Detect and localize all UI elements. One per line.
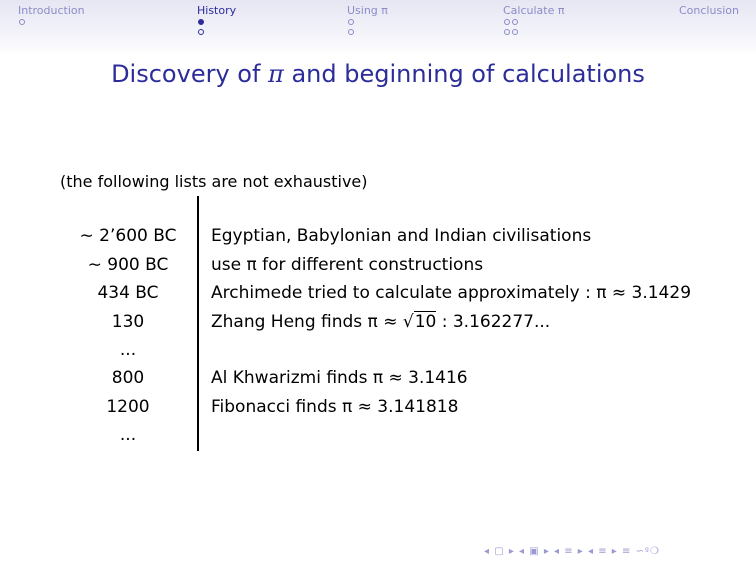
timeline-year: 800 (111, 368, 145, 388)
nav-label[interactable]: Calculate π (503, 4, 565, 17)
timeline-row (0, 226, 756, 254)
frame-dot-current-icon[interactable] (198, 19, 204, 25)
frame-dot-icon[interactable] (348, 19, 354, 25)
exhaustive-note: (the following lists are not exhaustive) (60, 172, 368, 191)
frame-dot-icon[interactable] (504, 19, 510, 25)
sqrt-symbol: √ (402, 312, 414, 332)
nav-section-introduction[interactable] (18, 4, 85, 39)
timeline-row (0, 425, 756, 453)
timeline-desc: Al Khwarizmi finds π ≈ 3.1416 (211, 368, 468, 388)
desc-pre: Zhang Heng finds π ≈ (211, 312, 403, 332)
timeline-year: 434 BC (97, 283, 159, 303)
nav-section-using-pi[interactable] (347, 4, 388, 39)
nav-section-history[interactable] (197, 4, 236, 39)
nav-label[interactable]: Using π (347, 4, 388, 17)
frame-dot-icon[interactable] (198, 29, 204, 35)
frame-dot-icon[interactable] (512, 29, 518, 35)
nav-label[interactable]: History (197, 4, 237, 17)
timeline-row (0, 283, 756, 311)
timeline-row (0, 312, 756, 340)
timeline-year: ∼ 900 BC (87, 255, 169, 275)
navigation-header (0, 0, 756, 56)
timeline-desc: Archimede tried to calculate approximately : π ≈ 3.1429 (211, 283, 692, 303)
sqrt-radicand: 10 (414, 312, 437, 332)
nav-label[interactable]: Conclusion (679, 4, 739, 17)
nav-section-conclusion[interactable] (679, 4, 739, 17)
title-text-post: and beginning of calculations (283, 60, 645, 88)
desc-post: : 3.162277... (436, 312, 551, 332)
frame-dot-icon[interactable] (348, 29, 354, 35)
timeline-desc: Egyptian, Babylonian and Indian civilisations (211, 226, 592, 246)
timeline-year: ∼ 2’600 BC (79, 226, 177, 246)
beamer-navigation-icons[interactable]: ◂ ▢ ▸ ◂ ▣ ▸ ◂ ≡ ▸ ◂ ≡ ▸ ≡ ∽ᵍ❍ (484, 546, 660, 557)
timeline-desc: Fibonacci finds π ≈ 3.141818 (211, 397, 459, 417)
timeline-year: ... (119, 425, 137, 445)
title-text-pre: Discovery of (111, 60, 269, 88)
square-root (403, 312, 436, 332)
timeline-row (0, 368, 756, 396)
title-pi-symbol: π (268, 60, 284, 88)
frame-dot-icon[interactable] (504, 29, 510, 35)
slide-title (0, 60, 756, 88)
timeline-desc: use π for different constructions (211, 255, 484, 275)
nav-label[interactable]: Introduction (18, 4, 85, 17)
timeline-row (0, 397, 756, 425)
timeline-year: ... (119, 340, 137, 360)
frame-dot-icon[interactable] (19, 19, 25, 25)
frame-dot-icon[interactable] (512, 19, 518, 25)
timeline-row (0, 340, 756, 368)
timeline-row (0, 255, 756, 283)
timeline-year: 1200 (106, 397, 150, 417)
timeline-desc (211, 312, 550, 332)
nav-section-calculate-pi[interactable] (503, 4, 565, 39)
timeline-year: 130 (111, 312, 145, 332)
